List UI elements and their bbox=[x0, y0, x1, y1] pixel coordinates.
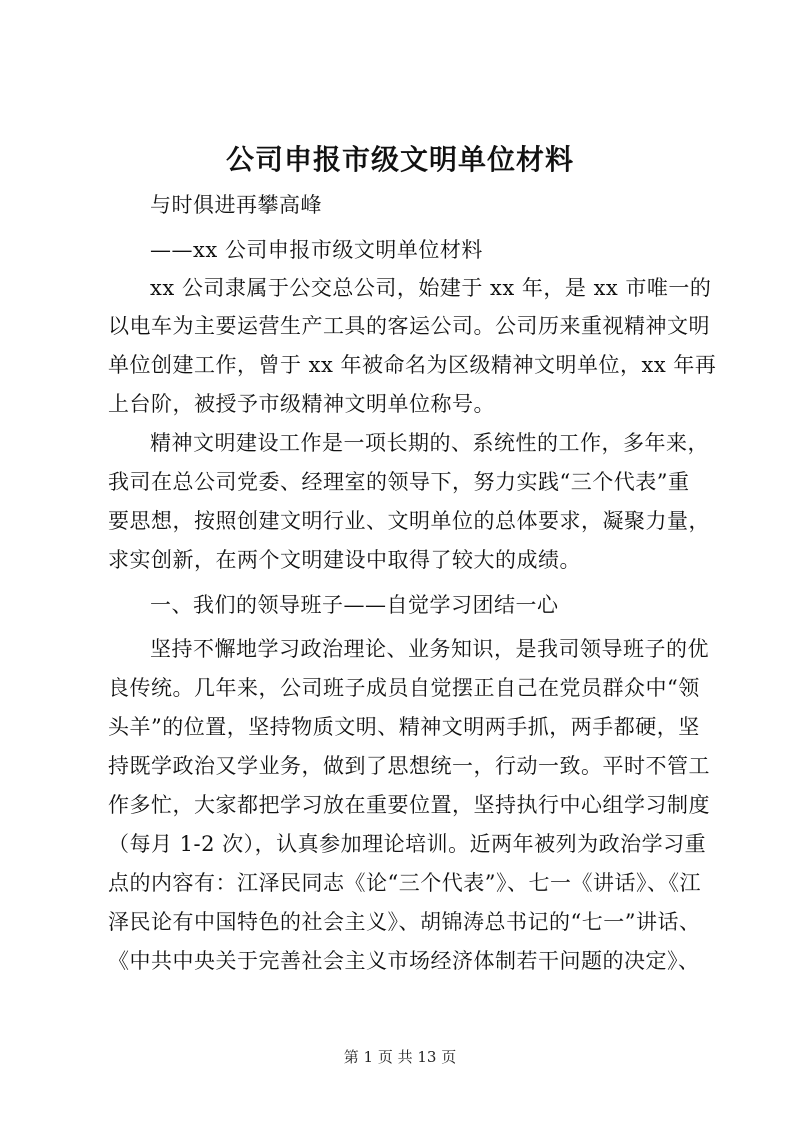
subtitle-line: 与时俱进再攀高峰 bbox=[150, 193, 322, 217]
body-line: 良传统。几年来，公司班子成员自觉摆正自己在党员群众中“领 bbox=[108, 676, 700, 700]
body-line: xx 公司隶属于公交总公司，始建于 xx 年，是 xx 市唯一的 bbox=[150, 276, 712, 300]
body-line: 单位创建工作，曾于 xx 年被命名为区级精神文明单位，xx 年再 bbox=[108, 353, 717, 377]
body-line: 求实创新，在两个文明建设中取得了较大的成绩。 bbox=[108, 548, 581, 572]
body-line: （每月 1-2 次），认真参加理论培训。近两年被列为政治学习重 bbox=[108, 832, 707, 856]
body-line: 以电车为主要运营生产工具的客运公司。公司历来重视精神文明 bbox=[108, 314, 710, 338]
document-title: 公司申报市级文明单位材料 bbox=[225, 143, 574, 176]
body-line: 点的内容有：江泽民同志《论“三个代表”》、七一《讲话》、《江 bbox=[108, 871, 701, 895]
body-line: 坚持不懈地学习政治理论、业务知识，是我司领导班子的优 bbox=[150, 637, 709, 661]
body-line: 头羊”的位置，坚持物质文明、精神文明两手抓，两手都硬，坚 bbox=[108, 715, 700, 739]
body-line: 要思想，按照创建文明行业、文明单位的总体要求，凝聚力量， bbox=[108, 509, 710, 533]
body-line: 《中共中央关于完善社会主义市场经济体制若干问题的决定》、 bbox=[108, 949, 700, 973]
body-line: 作多忙，大家都把学习放在重要位置，坚持执行中心组学习制度 bbox=[108, 793, 710, 817]
body-line: 泽民论有中国特色的社会主义》、胡锦涛总书记的“七一”讲话、 bbox=[108, 910, 701, 934]
body-line: 持既学政治又学业务，做到了思想统一，行动一致。平时不管工 bbox=[108, 754, 710, 778]
page-number-footer: 第 1 页 共 13 页 bbox=[343, 1048, 457, 1066]
subtitle-line: ——xx 公司申报市级文明单位材料 bbox=[150, 238, 483, 262]
body-line: 精神文明建设工作是一项长期的、系统性的工作，多年来， bbox=[150, 431, 709, 455]
body-line: 上台阶，被授予市级精神文明单位称号。 bbox=[108, 392, 495, 416]
body-line: 我司在总公司党委、经理室的领导下，努力实践“三个代表”重 bbox=[108, 470, 690, 494]
section-heading: 一、我们的领导班子——自觉学习团结一心 bbox=[150, 593, 559, 617]
